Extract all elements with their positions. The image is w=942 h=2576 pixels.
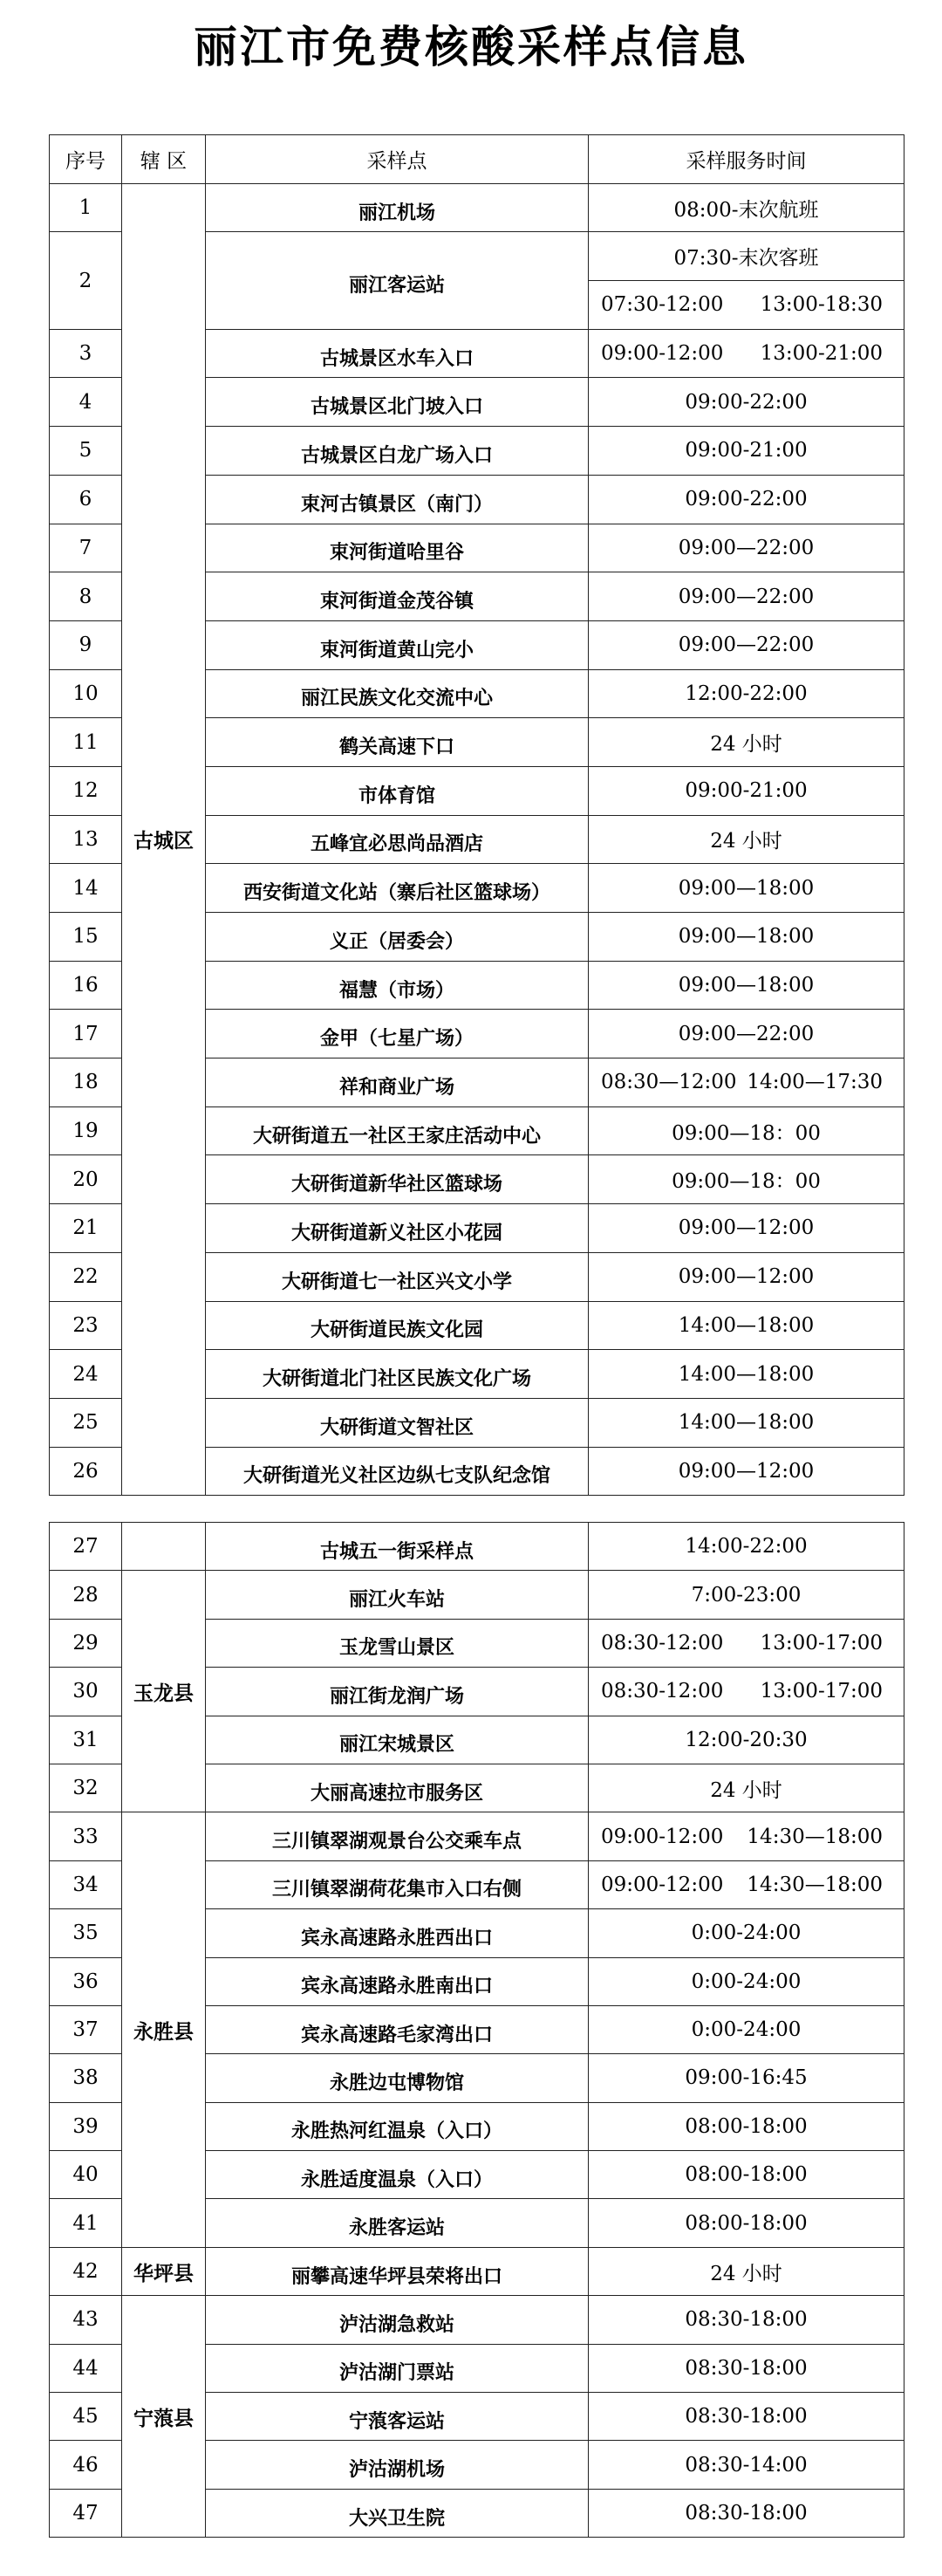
table-row [50,2296,904,2344]
row-number: 6 [50,475,122,524]
row-number: 8 [50,572,122,621]
site-name: 古城景区北门坡入口 [206,378,589,427]
time-cell: 14:00—18:00 [589,1350,904,1399]
time-cell: 12:00-22:00 [589,669,904,718]
row-number: 40 [50,2151,122,2199]
time-cell: 07:30-末次客班 [589,232,904,281]
time-cell: 0:00-24:00 [589,2005,904,2053]
site-name: 丽江宋城景区 [206,1716,589,1764]
header-region: 辖 区 [122,135,206,184]
site-name: 永胜热河红温泉（入口） [206,2102,589,2150]
row-number: 35 [50,1909,122,1957]
row-number: 23 [50,1301,122,1350]
time-cell: 09:00-22:00 [589,378,904,427]
time-cell: 09:00-21:00 [589,427,904,476]
row-number: 26 [50,1447,122,1496]
table-row [50,183,904,232]
time-cell: 08:30-18:00 [589,2489,904,2537]
time-cell: 09:00-22:00 [589,475,904,524]
time-cell: 09:00—22:00 [589,524,904,572]
time-cell: 14:00-22:00 [589,1523,904,1571]
time-range-pm: 13:00-18:30 [760,293,883,317]
row-number: 15 [50,913,122,962]
row-number: 17 [50,1010,122,1058]
site-name: 金甲（七星广场） [206,1010,589,1058]
time-cell: 09:00—18：00 [589,1106,904,1155]
time-cell [589,281,904,330]
row-number: 4 [50,378,122,427]
time-range-pair [589,1071,904,1093]
site-name: 丽江机场 [206,183,589,232]
time-cell: 08:30-18:00 [589,2393,904,2441]
row-number: 9 [50,620,122,669]
time-cell: 09:00-16:45 [589,2054,904,2102]
time-range-am: 08:30—12:00 [601,1071,737,1094]
time-cell: 24 小时 [589,718,904,767]
time-cell: 7:00-23:00 [589,1571,904,1619]
site-name: 大研街道北门社区民族文化广场 [206,1350,589,1399]
time-cell: 09:00—12:00 [589,1204,904,1253]
site-name: 古城景区水车入口 [206,329,589,378]
row-number: 11 [50,718,122,767]
site-name: 大研街道光义社区边纵七支队纪念馆 [206,1447,589,1496]
time-cell: 08:30-14:00 [589,2441,904,2489]
time-cell: 08:00-18:00 [589,2102,904,2150]
row-number: 7 [50,524,122,572]
site-name: 束河古镇景区（南门） [206,475,589,524]
time-range-pair [589,1874,904,1896]
site-name: 玉龙雪山景区 [206,1619,589,1667]
time-cell: 24 小时 [589,815,904,864]
row-number: 27 [50,1523,122,1571]
site-name: 义正（居委会） [206,913,589,962]
region-empty [122,1523,206,1571]
time-cell: 09:00—12:00 [589,1252,904,1301]
row-number: 32 [50,1764,122,1812]
site-name: 宁蒗客运站 [206,2393,589,2441]
row-number: 12 [50,766,122,815]
row-number: 18 [50,1058,122,1107]
time-range-am: 09:00-12:00 [601,1873,724,1896]
row-number: 25 [50,1398,122,1447]
page-title: 丽江市免费核酸采样点信息 [194,22,748,72]
site-name: 大兴卫生院 [206,2489,589,2537]
site-name: 丽江街龙润广场 [206,1668,589,1716]
row-number: 42 [50,2247,122,2295]
time-cell [589,1812,904,1860]
site-name: 丽攀高速华坪县荣将出口 [206,2247,589,2295]
row-number: 1 [50,183,122,232]
time-range-pair [589,1632,904,1655]
row-number: 33 [50,1812,122,1860]
time-cell: 09:00-21:00 [589,766,904,815]
site-name: 大研街道民族文化园 [206,1301,589,1350]
region-ninglang: 宁蒗县 [122,2296,206,2538]
time-cell: 09:00—12:00 [589,1447,904,1496]
site-name: 大研街道新义社区小花园 [206,1204,589,1253]
site-name: 束河街道金茂谷镇 [206,572,589,621]
site-name: 宾永高速路永胜西出口 [206,1909,589,1957]
header-time: 采样服务时间 [589,135,904,184]
time-cell: 24 小时 [589,2247,904,2295]
row-number: 22 [50,1252,122,1301]
site-name: 泸沽湖门票站 [206,2344,589,2392]
site-name: 大研街道五一社区王家庄活动中心 [206,1106,589,1155]
time-range-am: 09:00-12:00 [601,1825,724,1848]
table-row [50,2247,904,2295]
site-name: 古城景区白龙广场入口 [206,427,589,476]
row-number: 36 [50,1957,122,2005]
time-range-am: 09:00-12:00 [601,342,724,366]
row-number: 45 [50,2393,122,2441]
time-range-pm: 13:00-17:00 [760,1631,883,1655]
site-name: 丽江火车站 [206,1571,589,1619]
time-cell [589,1668,904,1716]
site-name: 市体育馆 [206,766,589,815]
time-cell: 0:00-24:00 [589,1957,904,2005]
time-cell: 14:00—18:00 [589,1398,904,1447]
site-name: 祥和商业广场 [206,1058,589,1107]
time-range-pair [589,1680,904,1702]
time-range-pair [589,1826,904,1848]
time-cell: 08:30-18:00 [589,2344,904,2392]
time-cell: 09:00—22:00 [589,572,904,621]
site-name: 古城五一街采样点 [206,1523,589,1571]
row-number: 20 [50,1155,122,1204]
table-row [50,1812,904,1860]
row-number: 30 [50,1668,122,1716]
row-number: 43 [50,2296,122,2344]
time-cell: 0:00-24:00 [589,1909,904,1957]
time-range-pair [589,342,904,365]
site-name: 宾永高速路永胜南出口 [206,1957,589,2005]
row-number: 39 [50,2102,122,2150]
time-range-pm: 14:30—18:00 [747,1873,883,1896]
site-name: 三川镇翠湖荷花集市入口右侧 [206,1860,589,1908]
site-name: 鹤关高速下口 [206,718,589,767]
time-cell: 09:00—18：00 [589,1155,904,1204]
row-number: 46 [50,2441,122,2489]
site-name: 束河街道哈里谷 [206,524,589,572]
site-name: 西安街道文化站（寨后社区篮球场） [206,864,589,913]
time-cell: 08:00-18:00 [589,2151,904,2199]
sampling-table-part1 [49,134,904,1496]
time-range-pm: 14:30—18:00 [747,1825,883,1848]
time-cell [589,1860,904,1908]
time-cell: 09:00—18:00 [589,864,904,913]
row-number: 21 [50,1204,122,1253]
site-name: 福慧（市场） [206,961,589,1010]
site-name: 大丽高速拉市服务区 [206,1764,589,1812]
time-cell: 08:00-末次航班 [589,183,904,232]
time-cell: 09:00—22:00 [589,620,904,669]
region-gucheng: 古城区 [122,183,206,1496]
table-row [50,1571,904,1619]
time-range-pm: 14:00—17:30 [747,1071,883,1094]
time-cell: 09:00—18:00 [589,913,904,962]
row-number: 5 [50,427,122,476]
row-number: 16 [50,961,122,1010]
row-number: 2 [50,232,122,329]
row-number: 24 [50,1350,122,1399]
time-range-am: 07:30-12:00 [601,293,724,317]
site-name: 宾永高速路毛家湾出口 [206,2005,589,2053]
site-name: 大研街道新华社区篮球场 [206,1155,589,1204]
time-range-am: 08:30-12:00 [601,1631,724,1655]
header-no: 序号 [50,135,122,184]
time-cell [589,1619,904,1667]
site-name: 永胜边屯博物馆 [206,2054,589,2102]
time-cell: 08:00-18:00 [589,2199,904,2247]
row-number: 47 [50,2489,122,2537]
sampling-table-part2 [49,1522,904,2538]
header-site: 采样点 [206,135,589,184]
row-number: 28 [50,1571,122,1619]
site-name: 泸沽湖机场 [206,2441,589,2489]
row-number: 14 [50,864,122,913]
time-range-pm: 13:00-17:00 [760,1680,883,1703]
time-cell [589,1058,904,1107]
site-name: 三川镇翠湖观景台公交乘车点 [206,1812,589,1860]
row-number: 37 [50,2005,122,2053]
table-row [50,1523,904,1571]
row-number: 44 [50,2344,122,2392]
site-name: 大研街道七一社区兴文小学 [206,1252,589,1301]
row-number: 10 [50,669,122,718]
site-name: 丽江客运站 [206,232,589,329]
row-number: 19 [50,1106,122,1155]
row-number: 29 [50,1619,122,1667]
row-number: 3 [50,329,122,378]
row-number: 31 [50,1716,122,1764]
table-header-row [50,135,904,184]
time-range-am: 08:30-12:00 [601,1680,724,1703]
time-cell: 09:00—22:00 [589,1010,904,1058]
time-cell [589,329,904,378]
time-cell: 12:00-20:30 [589,1716,904,1764]
site-name: 泸沽湖急救站 [206,2296,589,2344]
region-yongsheng: 永胜县 [122,1812,206,2248]
time-cell: 24 小时 [589,1764,904,1812]
row-number: 41 [50,2199,122,2247]
row-number: 13 [50,815,122,864]
time-range-pm: 13:00-21:00 [760,342,883,366]
site-name: 束河街道黄山完小 [206,620,589,669]
site-name: 大研街道文智社区 [206,1398,589,1447]
site-name: 五峰宜必思尚品酒店 [206,815,589,864]
time-cell: 08:30-18:00 [589,2296,904,2344]
row-number: 38 [50,2054,122,2102]
region-huaping: 华坪县 [122,2247,206,2295]
time-cell: 09:00—18:00 [589,961,904,1010]
time-cell: 14:00—18:00 [589,1301,904,1350]
time-range-pair [589,293,904,316]
site-name: 永胜客运站 [206,2199,589,2247]
site-name: 丽江民族文化交流中心 [206,669,589,718]
row-number: 34 [50,1860,122,1908]
site-name: 永胜适度温泉（入口） [206,2151,589,2199]
region-yulong: 玉龙县 [122,1571,206,1812]
